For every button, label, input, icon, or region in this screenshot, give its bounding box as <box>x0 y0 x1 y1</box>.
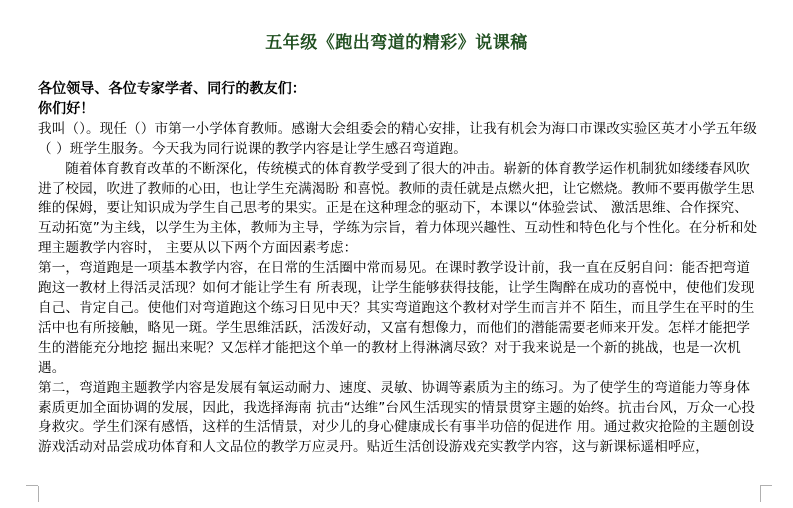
greeting: 你们好！ <box>38 100 95 117</box>
salutation: 各位领导、各位专家学者、同行的教友们： <box>38 81 306 97</box>
paragraph-second-point: 第二，弯道跑主题教学内容是发展有氧运动耐力、速度、灵敏、协调等素质为主的练习。为了使学生的弯道能力等身体素质更加全面协调的发展，因此，我选择海南 抗击“达维”台风生活现实的情景贯穿主题的始终。抗击台风，万众一心投身救灾。学生们深有感悟，这样的生活情景，对少儿的身心健康成长有事半功倍的促进作 用。通过救灾抢险的主题创设游戏活动对品尝成功体育和人文品位的教学万应灵丹。贴近生活创设游戏充实教学内容，这与新课标遥相呼应， <box>38 379 756 456</box>
paragraph-background: 随着体育教育改革的不断深化，传统模式的体育教学受到了很大的冲击。崭新的体育教学运作机制犹如缕缕春风吹进了校园，吹进了教师的心田，也让学生充满渴盼 和喜悦。教师的责任就是点燃火把，让它燃烧。教师不要再傲学生思维的保姆，要让知识成为学生自己思考的果实。正是在这种理念的驱动下，本课以“体验尝试、 激活思维、合作探究、互动拓宽”为主线，以学生为主体，教师为主导，学练为宗旨，着力体现兴趣性、互动性和特色化与个性化。在分析和处理主题教学内容时， 主要从以下两个方面因素考虑： <box>38 160 758 257</box>
document-body <box>38 80 760 458</box>
paragraph-first-point: 第一，弯道跑是一项基本教学内容，在日常的生活圈中常而易见。在课时教学设计前，我一直在反躬自问：能否把弯道跑这一教材上得活灵活现？如何才能让学生有 所表现，让学生能够获得技能，让学生陶醉在成功的喜悦中，使他们发现自己、肯定自己。使他们对弯道跑这个练习日见中天？其实弯道跑这个教材对学生而言并不 陌生，而且学生在平时的生活中也有所接触，略见一斑。学生思维活跃，活泼好动，又富有想像力，而他们的潜能需要老师来开发。怎样才能把学生的潜能充分地挖 掘出来呢？又怎样才能把这个单一的教材上得淋漓尽致？对于我来说是一个新的挑战，也是一次机遇。 <box>38 260 755 376</box>
page-corner-mark-right <box>760 486 773 502</box>
paragraph-intro: 我叫（）。现任（）市第一小学体育教师。感谢大会组委会的精心安排，让我有机会为海口市课改实验区英才小学五年级（ ）班学生服务。今天我为同行说课的教学内容是让学生感召弯道跑。 <box>38 120 757 157</box>
page-corner-mark-left <box>26 486 39 502</box>
document-title: 五年级《跑出弯道的精彩》说课稿 <box>265 33 528 53</box>
